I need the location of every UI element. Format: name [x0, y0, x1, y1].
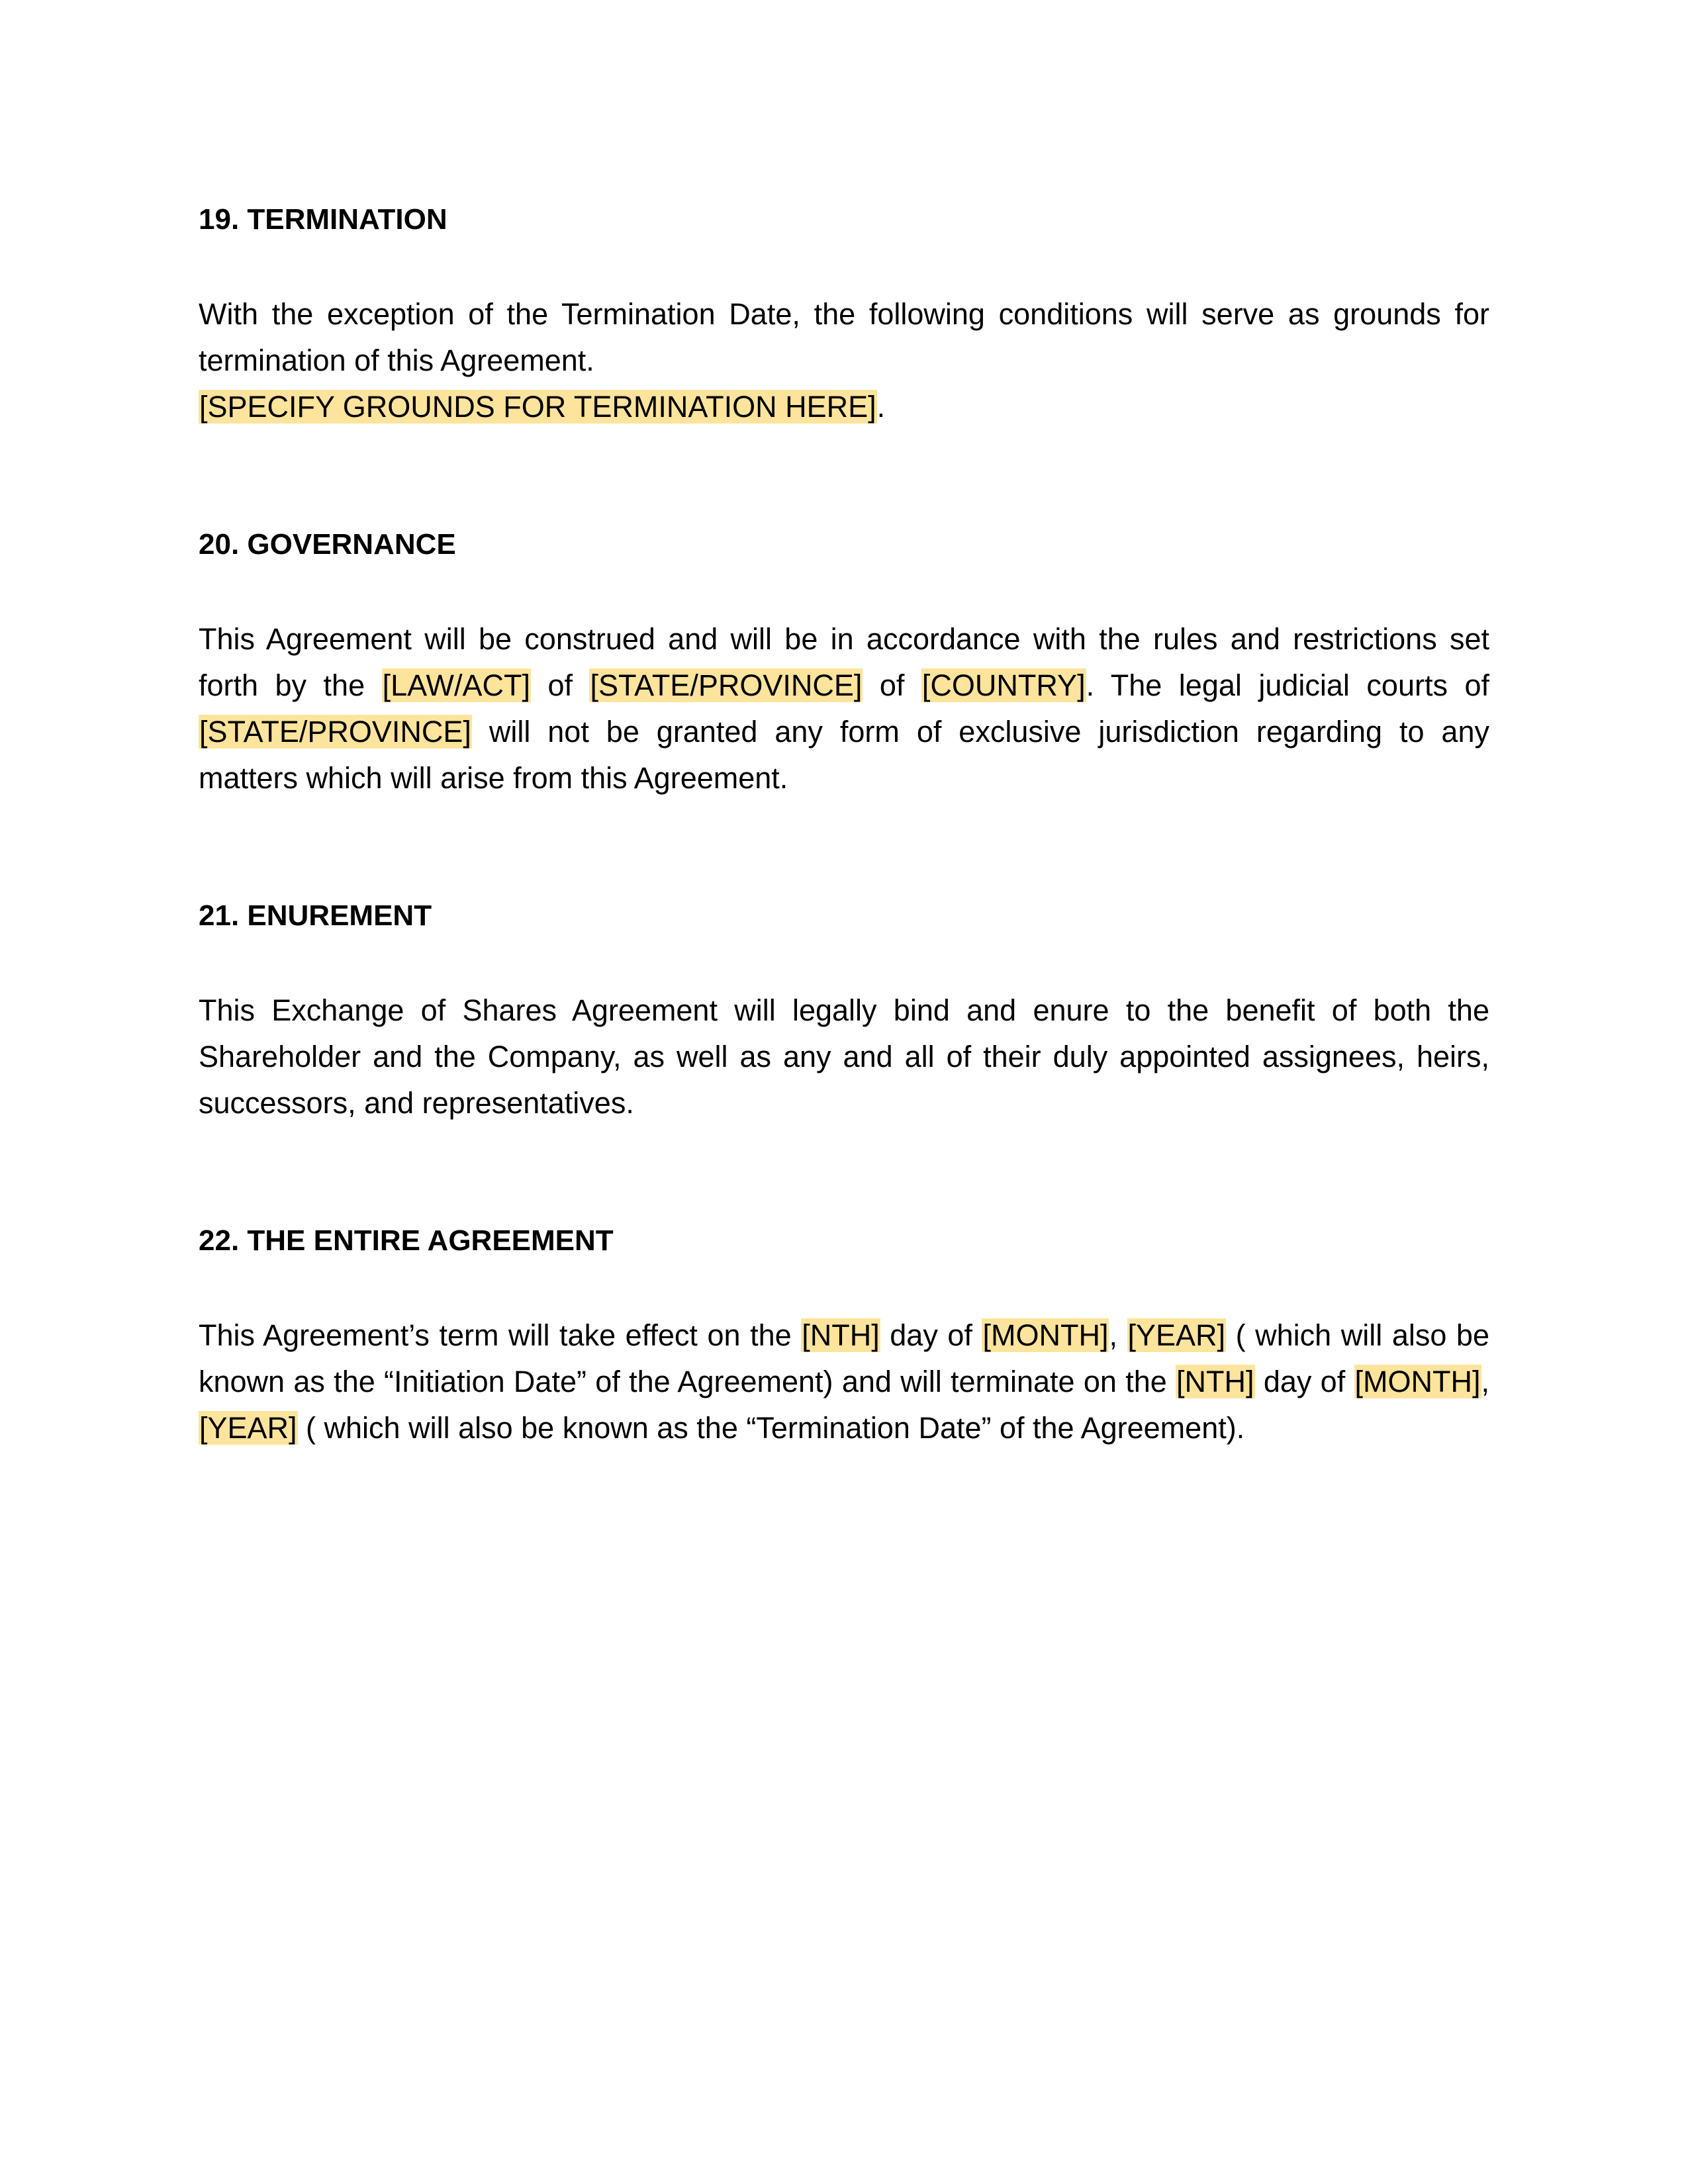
paragraph-text: . The legal judicial courts of	[1086, 668, 1489, 702]
paragraph-text: This Agreement will be construed and will be in accordance with the rules and restrictions set forth by the	[199, 622, 1489, 702]
section-heading: 21. ENUREMENT	[199, 899, 432, 932]
section-paragraph	[199, 1312, 1489, 1451]
paragraph-text: This Exchange of Shares Agreement will legally bind and enure to the benefit of both the Shareholder and the Company, as well as any and all of their duly appointed assignees, heirs, successors, and representatives.	[199, 993, 1489, 1120]
paragraph-text: of	[530, 668, 590, 702]
paragraph-text: This Agreement’s term will take effect on the	[199, 1318, 802, 1352]
section-termination	[199, 200, 1489, 430]
paragraph-text: .	[876, 390, 886, 424]
section-paragraph	[199, 291, 1489, 384]
paragraph-text: ( which will also be known as the “Termination Date” of the Agreement).	[297, 1411, 1245, 1445]
placeholder-field[interactable]: [STATE/PROVINCE]	[199, 715, 471, 749]
paragraph-text: ( which will also be known as the “Initiation Date” of the Agreement) and will terminate on the	[199, 1318, 1489, 1398]
section-governance	[199, 525, 1489, 801]
placeholder-field[interactable]: [COUNTRY]	[921, 668, 1086, 702]
section-heading: 20. GOVERNANCE	[199, 528, 456, 561]
placeholder-field[interactable]: [LAW/ACT]	[382, 668, 530, 702]
placeholder-field[interactable]: [NTH]	[1176, 1365, 1254, 1398]
placeholder-field[interactable]: [MONTH]	[1354, 1365, 1481, 1398]
section-heading: 19. TERMINATION	[199, 203, 447, 236]
paragraph-text: will not be granted any form of exclusive jurisdiction regarding to any matters which will arise from this Agreement.	[199, 715, 1489, 795]
section-enurement	[199, 896, 1489, 1126]
placeholder-field[interactable]: [SPECIFY GROUNDS FOR TERMINATION HERE]	[199, 390, 876, 424]
placeholder-line	[199, 384, 1489, 430]
placeholder-field[interactable]: [YEAR]	[1127, 1318, 1226, 1352]
paragraph-text: day of	[880, 1318, 982, 1352]
placeholder-field[interactable]: [MONTH]	[982, 1318, 1109, 1352]
section-entire-agreement	[199, 1221, 1489, 1451]
placeholder-field[interactable]: [YEAR]	[199, 1411, 297, 1445]
section-paragraph	[199, 616, 1489, 801]
paragraph-text: ,	[1109, 1318, 1127, 1352]
paragraph-text: day of	[1254, 1365, 1354, 1398]
placeholder-field[interactable]: [NTH]	[802, 1318, 880, 1352]
paragraph-text: of	[863, 668, 921, 702]
section-paragraph	[199, 987, 1489, 1126]
section-heading: 22. THE ENTIRE AGREEMENT	[199, 1224, 614, 1257]
paragraph-text: With the exception of the Termination Date, the following conditions will serve as grounds for termination of this Agreement.	[199, 297, 1489, 377]
paragraph-text: ,	[1481, 1365, 1490, 1398]
placeholder-field[interactable]: [STATE/PROVINCE]	[590, 668, 863, 702]
